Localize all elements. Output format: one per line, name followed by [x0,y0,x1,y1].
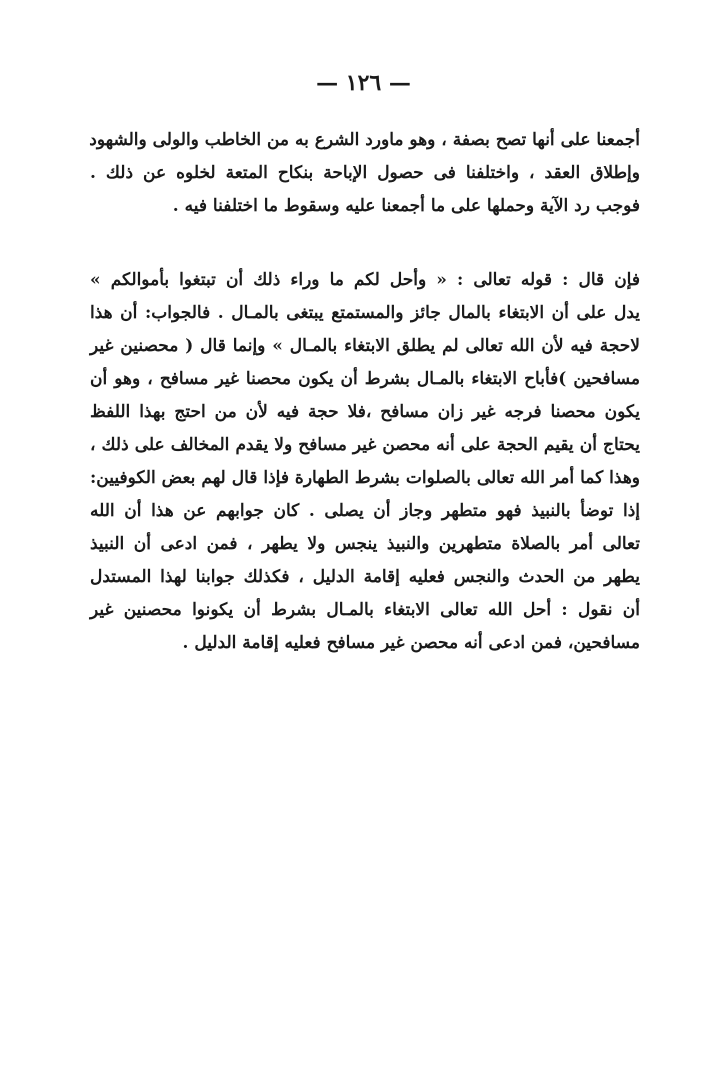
page-number: — ١٢٦ — [316,70,411,96]
paragraph-2 [90,264,640,660]
text-line: فوجب رد الآية وحملها على ما أجمعنا عليه وسقوط ما اختلفنا فيه . [172,196,640,216]
text-line: وهذا كما أمر الله تعالى بالصلوات بشرط الطهارة فإذا قال لهم بعض الكوفيين: [90,468,640,488]
text-line: وإطلاق العقد ، واختلفنا فى حصول الإباحة بنكاح المتعة لخلوه عن ذلك . [90,163,640,183]
text-line: يدل على أن الابتغاء بالمال جائز والمستمتع يبتغى بالمـال . فالجواب: أن هذا [90,303,640,323]
text-line: تعالى أمر بالصلاة متطهرين والنبيذ ينجس ولا يطهر ، فمن ادعى أن النبيذ [90,534,640,554]
text-line: مسافحين، فمن ادعى أنه محصن غير مسافح فعليه إقامة الدليل . [182,633,640,653]
paragraph-1 [90,124,640,223]
text-line: يكون محصنا فرجه غير زان مسافح ،فلا حجة فيه لأن من احتج بهذا اللفظ [90,402,640,422]
text-line: فإن قال : قوله تعالى : « وأحل لكم ما وراء ذلك أن تبتغوا بأموالكم » [90,270,640,290]
text-line: لاحجة فيه لأن الله تعالى لم يطلق الابتغاء بالمـال » وإنما قال ( محصنين غير [90,336,640,356]
text-line: أن نقول : أحل الله تعالى الابتغاء بالمـال بشرط أن يكونوا محصنين غير [90,600,640,620]
text-line: إذا توضأ بالنبيذ فهو متطهر وجاز أن يصلى . كان جوابهم عن هذا أن الله [90,501,640,521]
text-line: يطهر من الحدث والنجس فعليه إقامة الدليل ، فكذلك جوابنا لهذا المستدل [90,567,640,587]
text-line: أجمعنا على أنها تصح بصفة ، وهو ماورد الشرع به من الخاطب والولى والشهود [89,130,640,150]
text-line: مسافحين )فأباح الابتغاء بالمـال بشرط أن يكون محصنا غير مسافح ، وهو أن [90,369,640,389]
text-line: يحتاج أن يقيم الحجة على أنه محصن غير مسافح ولا يقدم المخالف على ذلك ، [90,435,640,455]
